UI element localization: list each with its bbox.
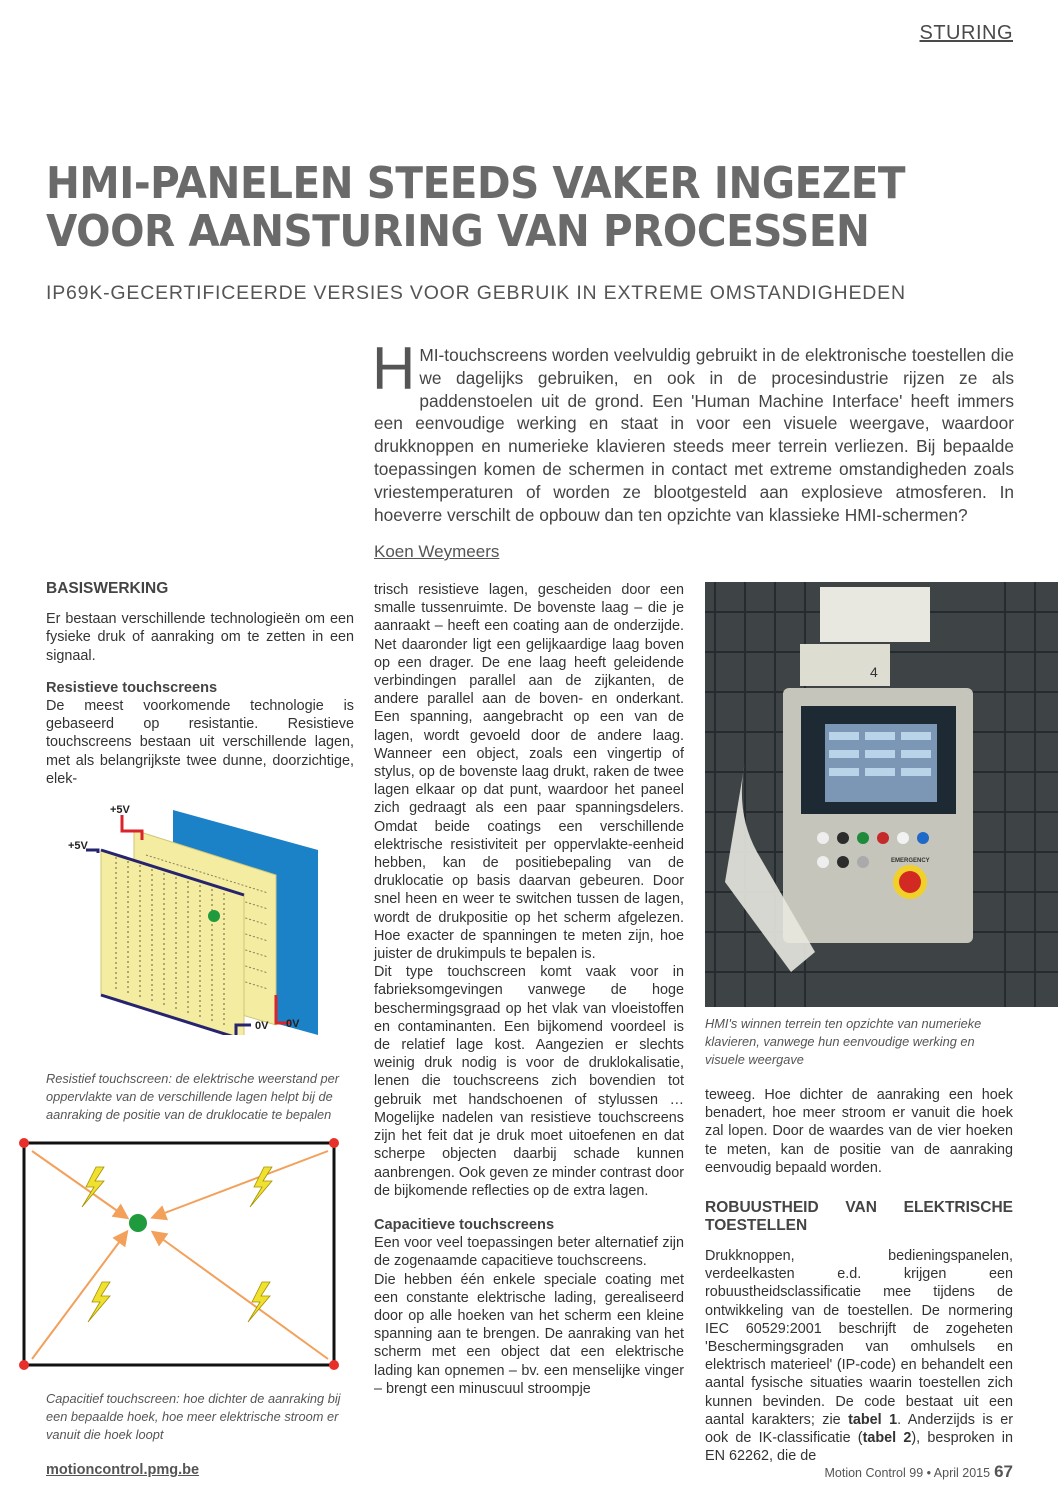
column-3	[705, 1086, 1013, 1465]
label-5v-left: +5V	[68, 840, 88, 852]
emergency-label: EMERGENCY	[891, 858, 930, 864]
paragraph: Er bestaan verschillende technologieën om een fysieke druk of aanraking om te zetten in een signaal.	[46, 611, 354, 664]
issue-text: Motion Control 99 • April 2015	[824, 1466, 991, 1480]
figure-caption-resistive: Resistief touchscreen: de elektrische weerstand per oppervlakte van de verschillende lagen helpt bij de aanraking de positie van de druklocatie te bepalen	[46, 1071, 340, 1122]
screen-frame	[24, 1143, 334, 1365]
section-tag: STURING	[919, 22, 1013, 44]
column-1	[46, 580, 354, 788]
paragraph: De meest voorkomende technologie is gebaseerd op resistantie. Resistieve touchscreens bestaan uit verschillende lagen, met als belangrijkste twee dunne, doorzichtige, elek-	[46, 698, 354, 787]
page-number: 67	[994, 1462, 1013, 1481]
intro-text: MI-touchscreens worden veelvuldig gebruikt in de elektronische toestellen die we dagelijks gebruiken, en ook in de procesindustrie rijzen ze als paddenstoelen uit de grond. Een 'Human Machine Interface' heeft immers een eenvoudige werking en staat in voor een visuele weergave, waardoor drukknoppen en numerieke klavieren steeds meer terrein verliezen. Bij bepaalde toepassingen komen de schermen in contact met extreme omstandigheden zoals vriestemperaturen of worden ze blootgesteld aan explosieve atmosferen. In hoeverre verschilt de opbouw dan ten opzichte van klassieke HMI-schermen?	[374, 345, 1014, 525]
paragraph: Dit type touchscreen komt vaak voor in fabrieksomgevingen vanwege de hoge beschermingsgraad op het vlak van vloeistoffen en contaminanten. Een bijkomend voordeel is de relatief lage kost. Aangezien er slechts weinig druk nodig is voor de druklokalisatie, lenen die touchscreens zich bovendien tot gebruik met handschoenen of stylussen … Mogelijke nadelen van resistieve touchscreens zijn het feit dat je druk moet uitoefenen en dat scherpe objecten daarbij schade kunnen aanbrengen. Ook geven ze minder contrast door de bijkomende reflecties op de extra lagen.	[374, 964, 684, 1199]
section-heading-robustness: ROBUUSTHEID VAN ELEKTRISCHE TOESTELLEN	[705, 1199, 1013, 1235]
footer-website[interactable]: motioncontrol.pmg.be	[46, 1462, 200, 1478]
headline: HMI-PANELEN STEEDS VAKER INGEZET VOOR AANSTURING VAN PROCESSEN	[46, 158, 906, 257]
footer-issue	[824, 1462, 1013, 1482]
subheading-capacitive: Capacitieve touchscreens	[374, 1216, 555, 1233]
table-1-ref: tabel 1	[848, 1411, 898, 1428]
drop-cap: H	[372, 335, 416, 402]
touch-point	[129, 1214, 147, 1232]
resistive-layers-diagram	[46, 795, 354, 1035]
table-2-ref: tabel 2	[862, 1430, 912, 1447]
label-0v-b: 0V	[286, 1018, 300, 1030]
label-5v-top: +5V	[110, 804, 130, 816]
author-byline: Koen Weymeers	[374, 542, 500, 561]
touch-point	[208, 910, 220, 922]
label-0v-a: 0V	[255, 1020, 269, 1032]
capacitive-diagram	[18, 1137, 342, 1371]
paragraph: trisch resistieve lagen, gescheiden door een smalle tussenruimte. De bovenste laag – die je aanraakt – heeft een coating aan de onderzijde. Net daaronder ligt een gelijkaardige laag boven op een drager. De ene laag heeft geleidende verbindingen parallel aan de zijkanten, de andere parallel aan de boven- en onderkant. Een spanning, aangebracht op een van de lagen, wordt gevoeld door de andere laag. Wanneer een object, zoals een vingertip of stylus, op de bovenste laag drukt, raken de twee lagen elkaar op dat punt, waardoor het paneel zich gedraagt als een paar spanningsdelers. Omdat beide coatings een verschillende elektrische resistiviteit per oppervlakte-eenheid hebben, kan de positiebepaling van de druklocatie op basis daarvan gebeuren. Door snel heen en weer te switchen tussen de lagen, wordt de drukpositie op het scherm afgelezen. Hoe exacter de spanningen te meten zijn, hoe juister de drukimpuls te bepalen is.	[374, 582, 684, 963]
paragraph: Drukknoppen, bedieningspanelen, verdeelkasten e.d. krijgen een robuustheidsclassificatie mee tijdens de ontwikkeling van de toestellen. De normering IEC 60529:2001 beschrijft de zogeheten 'Beschermingsgraden van omhulsels en elektrisch materieel' (IP-code) en behandelt een aantal fysische situaties waarin toestellen zich kunnen bevinden. De code bestaat uit een aantal karakters; zie tabel 1. Anderzijds is er ook de IK-classificatie (tabel 2), besproken in EN 62262, die de	[705, 1248, 1014, 1465]
paragraph: Een voor veel toepassingen beter alternatief zijn de zogenaamde capacitieve touchscreens.	[374, 1235, 684, 1270]
hmi-panel-photo	[705, 582, 1058, 1007]
emergency-stop-button	[899, 871, 921, 893]
paragraph: Die hebben één enkele speciale coating met een constante elektrische lading, gerealiseerd door op alle hoeken van het scherm een kleine spanning aan te brengen. De aanraking van het scherm met een object dat een elektrische lading kan opnemen – bv. een menselijke vinger – brengt een minuscuul stroompje	[374, 1271, 684, 1397]
paper-sign-text: 4	[870, 664, 878, 680]
paper-sheet	[820, 587, 930, 642]
paragraph: teweeg. Hoe dichter de aanraking een hoek benadert, hoe meer stroom er vanuit die hoek zal lopen. Door de waardes van de vier hoeken te meten, kan de positie van de aanraking eenvoudig bepaald worden.	[705, 1087, 1013, 1176]
subheading-resistive: Resistieve touchscreens	[46, 679, 218, 696]
section-heading-basiswerking: BASISWERKING	[46, 580, 169, 597]
column-2	[374, 581, 684, 1398]
figure-caption-capacitive: Capacitief touchscreen: hoe dichter de aanraking bij een bepaalde hoek, hoe meer elektrische stroom er vanuit die hoek loopt	[46, 1391, 341, 1442]
photo-caption: HMI's winnen terrein ten opzichte van numerieke klavieren, vanwege hun eenvoudige werking en visuele weergave	[705, 1016, 982, 1067]
subheadline: IP69K-GECERTIFICEERDE VERSIES VOOR GEBRUIK IN EXTREME OMSTANDIGHEDEN	[46, 282, 906, 304]
intro-paragraph	[372, 335, 1014, 526]
